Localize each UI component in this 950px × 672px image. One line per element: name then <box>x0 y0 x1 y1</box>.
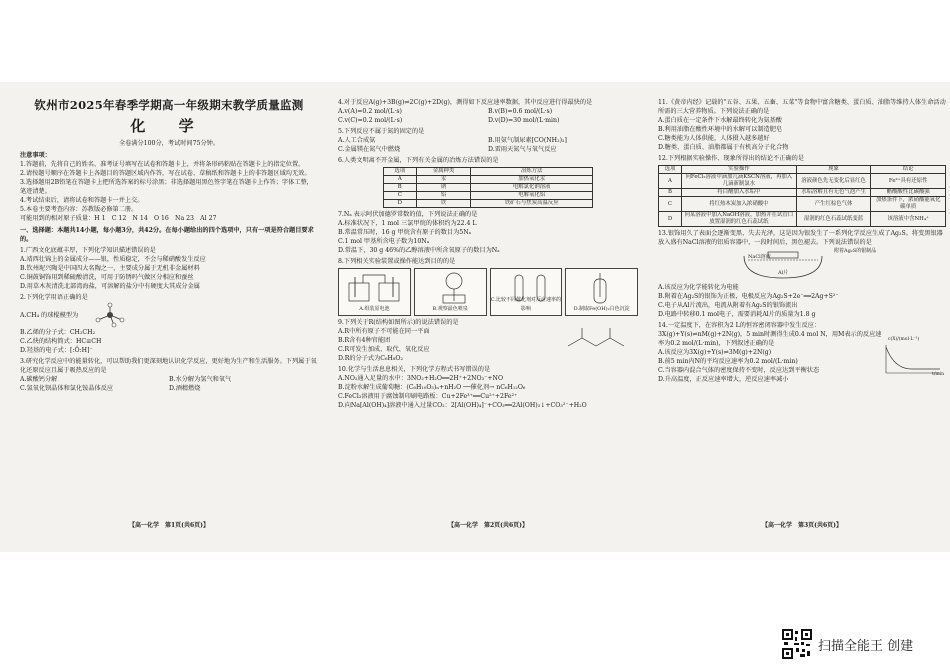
option: D.R的分子式为C₆H₈O₂ <box>338 355 403 362</box>
option: B.附着在Ag₂S的银饰为正极，电极反应为Ag₂S+2e⁻══2Ag+S²⁻ <box>658 293 839 300</box>
notice-heading: 注意事项： <box>20 152 51 159</box>
page-footer: 【高一化学 第2页(共6页)】 <box>447 522 529 529</box>
question-stem: 5.下列反应不属于氮的固定的是 <box>338 128 425 135</box>
option: A.R中所有原子不可能在同一平面 <box>338 328 430 335</box>
qr-code-icon <box>782 629 812 659</box>
table-cell: 将红热木炭加入浓硝酸中 <box>681 197 796 212</box>
table-row <box>659 189 946 197</box>
concentration-time-graph <box>882 337 944 377</box>
table-row <box>659 212 946 227</box>
notice-item: 2.请按题号顺序在答题卡上各题目的答题区域内作答，写在试卷、草稿纸和答题卡上的非答题区域均无效。 <box>20 170 311 177</box>
option: C.乙炔的结构简式：HC≡CH <box>20 338 102 345</box>
option: A.NO₂通入足量的水中：3NO₂+H₂O══2H⁺+2NO₃⁻+NO <box>338 375 504 382</box>
question-stem: 7.Nₐ 表示阿伏加德罗常数的值，下列说法正确的是 <box>338 211 478 218</box>
question-6 <box>338 156 638 208</box>
experiment-table <box>658 165 946 227</box>
table-row <box>659 174 946 189</box>
table-cell: 加热氧化汞 <box>471 176 593 184</box>
option: A.碳酸钙分解 <box>20 376 58 383</box>
table-row <box>384 192 593 200</box>
option: C.电子从Al片流出，电流从附着有Ag₂S的银饰流出 <box>658 302 798 309</box>
option: B.前5 min内N的平均反应速率为0.2 mol/(L·min) <box>658 358 798 365</box>
option: A.靖西壮锦上的金属成分——银，性质稳定，不会与稀硝酸发生反应 <box>20 256 206 263</box>
apparatus-figure-a <box>338 268 411 316</box>
question-stem: 1.广西文化底蕴丰厚，下列化学知识描述错误的是 <box>20 247 156 254</box>
question-stem: 13.银饰用久了表面会逐渐变黑，失去光泽，这是因为银发生了一系列化学反应生成了Ag₂S。将变黑银器放入盛有NaCl溶液的铝质容器中，一段时间后，黑色褪去。下列说法错误的是 <box>658 230 943 246</box>
option: C.1 mol 甲基所含电子数为10Nₐ <box>338 238 430 245</box>
option: B.利用油脂在酸性环境中的水解可以制造肥皂 <box>658 126 783 133</box>
exam-page-2 <box>338 96 638 536</box>
table-row <box>384 184 593 192</box>
metal-smelting-table <box>383 167 593 208</box>
table-cell: 向FeCl₂溶液中滴加几滴KSCN溶液，再加入几滴新制氯水 <box>681 174 796 189</box>
table-cell: 铁矿石与焦炭高温反应 <box>471 200 593 208</box>
page-footer: 【高一化学 第1页(共6页)】 <box>128 522 210 529</box>
option: B.钦州坭兴陶是中国四大名陶之一，主要成分属于无机非金属材料 <box>20 265 200 272</box>
table-header: 冶炼方法 <box>471 168 593 176</box>
table-cell: 汞 <box>416 176 471 184</box>
question-stem: 12.下列根据实验操作、现象所得出的结论不正确的是 <box>658 155 804 162</box>
option: D.用草木灰清洗北部湾海盐，可溶解的盐分中有硬度大其成分金属 <box>20 283 200 290</box>
figure-caption: C.比较不同催化剂对反应速率的影响 <box>490 297 561 312</box>
option: C.金属镁在氮气中燃烧 <box>338 146 401 153</box>
option: D.升高温度，正反应速率增大，逆反应速率减小 <box>658 376 789 383</box>
table-cell: 铝 <box>416 192 471 200</box>
pot-label: Al片 <box>778 270 789 276</box>
option: B.v(B)=0.6 mol/(L·s) <box>488 108 553 115</box>
table-cell: 醋酸酸性比碳酸强 <box>871 189 946 197</box>
exam-subject: 化 学 <box>130 117 208 135</box>
table-header: 实验操作 <box>681 166 796 174</box>
table-header: 现象 <box>796 166 871 174</box>
question-7 <box>338 210 638 255</box>
option: B.乙烯的分子式：CH₂CH₂ <box>20 329 96 336</box>
table-cell: D <box>659 212 682 227</box>
table-header: 选项 <box>384 168 417 176</box>
table-cell: 电解氯化钠溶液 <box>471 184 593 192</box>
notice-item: 4.考试结束后，请将试卷和答题卡一并上交。 <box>20 197 144 204</box>
solution-label: NaCl溶液 <box>748 254 771 260</box>
figure-caption: A.组装原电池 <box>359 306 390 312</box>
question-3 <box>20 357 318 393</box>
notice-item: 3.选择题用2B铅笔在答题卡上把所选答案的标号涂黑；非选择题用黑色签字笔在答题卡上作答；字体工整，笔迹清楚。 <box>20 179 313 195</box>
option: C.R可发生加成、取代、氧化反应 <box>338 346 430 353</box>
question-stem: 14.一定温度下，在容积为2 L的恒容密闭容器中发生反应：3X(g)+Y(s)⇌nM(g)+2N(g)，5 min时测得生成0.4 mol N，用M表示的反应速率为0.2 mol/(L·min)，下列叙述正确的是 <box>658 322 882 347</box>
apparatus-figure-b <box>414 268 487 316</box>
table-cell: C <box>384 192 417 200</box>
question-4 <box>338 98 638 125</box>
table-header: 结论 <box>871 166 946 174</box>
table-cell: 钠 <box>416 184 471 192</box>
structural-formula-icon <box>562 324 632 358</box>
option: A.蛋白质在一定条件下水解最终转化为氨基酸 <box>658 117 782 124</box>
table-cell: 水垢溶解且有无色气泡产生 <box>796 189 871 197</box>
question-14 <box>658 321 946 384</box>
table-row <box>384 176 593 184</box>
exam-title: 钦州市2025年春季学期高一年级期末教学质量监测 <box>34 98 304 112</box>
question-10 <box>338 365 638 410</box>
option: B.淀粉水解生成葡萄糖：(C₆H₁₀O₅)ₙ+nH₂O ──催化剂→ nC₆H₁₂O₆ <box>338 384 526 391</box>
notice-item: 5.本卷主要考查内容：苏教版必修第二册。 <box>20 206 138 213</box>
option: D.向Na[Al(OH)₄]溶液中通入过量CO₂：2[Al(OH)₄]⁻+CO₂══2Al(OH)₃↓+CO₃²⁻+H₂O <box>338 402 587 409</box>
ball-and-stick-model-icon <box>90 302 130 328</box>
table-cell: 铁 <box>416 200 471 208</box>
exam-page-3 <box>658 96 946 536</box>
question-11 <box>658 98 946 152</box>
apparatus-figure-d <box>565 268 638 316</box>
question-1 <box>20 246 318 291</box>
section-heading: 一、选择题：本题共14小题，每小题3分，共42分。在每小题给出的四个选项中，只有一项是符合题目要求的。 <box>20 227 314 243</box>
graph-y-label: c(X)/(mol·L⁻¹) <box>888 337 920 342</box>
option: A.人工合成氨 <box>338 137 376 144</box>
precipitation-tube-icon <box>580 271 630 305</box>
option: C.当容器内混合气体的密度保持不变时，反应达到平衡状态 <box>658 367 820 374</box>
question-5 <box>338 127 638 154</box>
apparatus-figure-c <box>490 268 563 316</box>
table-header: 选项 <box>659 166 682 174</box>
question-stem: 3.研究化学反应中的能量转化，可以帮助我们更深刻地认识化学反应，更好地为生产和生活服务。下列属于氧化还原反应且属于吸热反应的是 <box>20 358 317 374</box>
table-cell: A <box>384 176 417 184</box>
question-8 <box>338 257 638 316</box>
table-row <box>384 200 593 208</box>
option: C.糖类能为人体供能，人体摄入越多越好 <box>658 135 770 142</box>
question-2 <box>20 293 318 355</box>
option: B.用氨气制尿素[CO(NH₂)₂] <box>488 137 567 144</box>
table-cell: Fe²⁺具有还原性 <box>871 174 946 189</box>
figure-caption: D.制取Fe(OH)₂白色沉淀 <box>573 306 630 312</box>
scanner-watermark <box>782 628 942 660</box>
table-header: 金属种类 <box>416 168 471 176</box>
option: B.水分解为氢气和氧气 <box>169 376 232 383</box>
table-cell: D <box>384 200 417 208</box>
question-stem: 11.《黄帝内经》记载的"五谷、五果、五畜、五菜"等食物中富含糖类、蛋白质、油脂等维持人体生命活动所需的三大营养物质。下列说法正确的是 <box>658 99 946 115</box>
galvanic-cell-icon <box>345 271 405 305</box>
fountain-flask-icon <box>429 271 479 305</box>
table-cell: B <box>384 184 417 192</box>
atomic-masses: 可能用到的相对原子质量：H 1 C 12 N 14 O 16 Na 23 Al 27 <box>20 215 217 222</box>
question-12 <box>658 154 946 227</box>
option: D.常温下，30 g 46%的乙醇溶液中所含氧原子的数目为Nₐ <box>338 247 500 254</box>
option: A.该反应为3X(g)+Y(s)⇌3M(g)+2N(g) <box>658 349 772 356</box>
table-cell: 电解氧化铝 <box>471 192 593 200</box>
table-cell: 加热条件下，浓硝酸能氧化碳单质 <box>871 197 946 212</box>
notice-item: 1.答题前，先将自己的姓名、准考证号填写在试卷和答题卡上，并将条形码粘贴在答题卡上的指定位置。 <box>20 161 305 168</box>
question-stem: 4.对于反应A(g)+3B(g)⇌2C(g)+2D(g)，测得如下反应速率数据，其中反应进行得最快的是 <box>338 99 593 106</box>
silver-cleaning-figure <box>658 247 946 283</box>
option: D.糖类、蛋白质、油脂都属于有机高分子化合物 <box>658 144 789 151</box>
table-row <box>659 197 946 212</box>
table-cell: 该溶液中含NH₄⁺ <box>871 212 946 227</box>
exam-meta: 全卷满分100分，考试时间75分钟。 <box>118 140 220 147</box>
option: C.v(C)=0.2 mol/(L·s) <box>338 117 403 124</box>
option: A.v(A)=0.2 mol/(L·s) <box>338 108 402 115</box>
option: B.常温常压时，16 g 甲烷含有原子的数目为5Nₐ <box>338 229 472 236</box>
silverware-label: 附着Ag₂S的银制品 <box>834 248 877 254</box>
graph-x-label: t/min <box>932 372 944 377</box>
option: A.该反应为化学能转化为电能 <box>658 284 739 291</box>
option: A.CH₄ 的球棍模型为 <box>20 311 79 319</box>
table-cell: 产生红棕色气体 <box>796 197 871 212</box>
table-cell: 湿润的红色石蕊试纸变蓝 <box>796 212 871 227</box>
question-stem: 8.下列相关实验装置或操作能达到目的的是 <box>338 258 456 265</box>
scanner-label: 扫描全能王 创建 <box>818 638 914 654</box>
option: B.R含有4种官能团 <box>338 337 391 344</box>
question-stem: 9.下列关于R(结构如图所示)的说法错误的是 <box>338 319 459 326</box>
table-cell: B <box>659 189 682 197</box>
page-footer: 【高一化学 第3页(共6页)】 <box>761 522 843 529</box>
question-stem: 6.人类文明离不开金属，下列有关金属的冶炼方法错误的是 <box>338 157 499 164</box>
question-13 <box>658 229 946 319</box>
option: D.酒精燃烧 <box>169 385 201 392</box>
option: D.电路中转移0.1 mol电子，需要消耗Al片的质量为1.8 g <box>658 311 816 318</box>
table-cell: A <box>659 174 682 189</box>
question-stem: 10.化学与生活息息相关，下列化学方程式书写错误的是 <box>338 366 491 373</box>
option: C.铜鼓铜饰用到稀硫酸清洗，可用于防锈吗气做区分相应和蚕丝 <box>20 274 194 281</box>
option: D.羟基的电子式：[:Ö:H]⁻ <box>20 347 93 354</box>
option: C.氢氧化钡晶体和氯化铵晶体反应 <box>20 385 114 392</box>
table-cell: 溶液颜色先无变化后显红色 <box>796 174 871 189</box>
table-cell: 向某溶液中加入NaOH溶液，加热并在试管口放置湿润的红色石蕊试纸 <box>681 212 796 227</box>
exam-page-1 <box>20 96 318 536</box>
option: C.FeCl₃溶液用于腐蚀制印刷电路板：Cu+2Fe³⁺══Cu²⁺+2Fe²⁺ <box>338 393 518 400</box>
table-cell: C <box>659 197 682 212</box>
figure-caption: B.观察最色喷泉 <box>432 306 468 312</box>
table-cell: 将白醋加入水垢中 <box>681 189 796 197</box>
question-stem: 2.下列化学用语正确的是 <box>20 294 88 301</box>
option: D.v(D)=30 mol/(L·min) <box>488 117 560 124</box>
option: A.标准状况下，1 mol 三氯甲烷的体积约为22.4 L <box>338 220 477 227</box>
option: D.雷雨天氮气与氧气反应 <box>488 146 557 153</box>
question-9 <box>338 318 638 363</box>
